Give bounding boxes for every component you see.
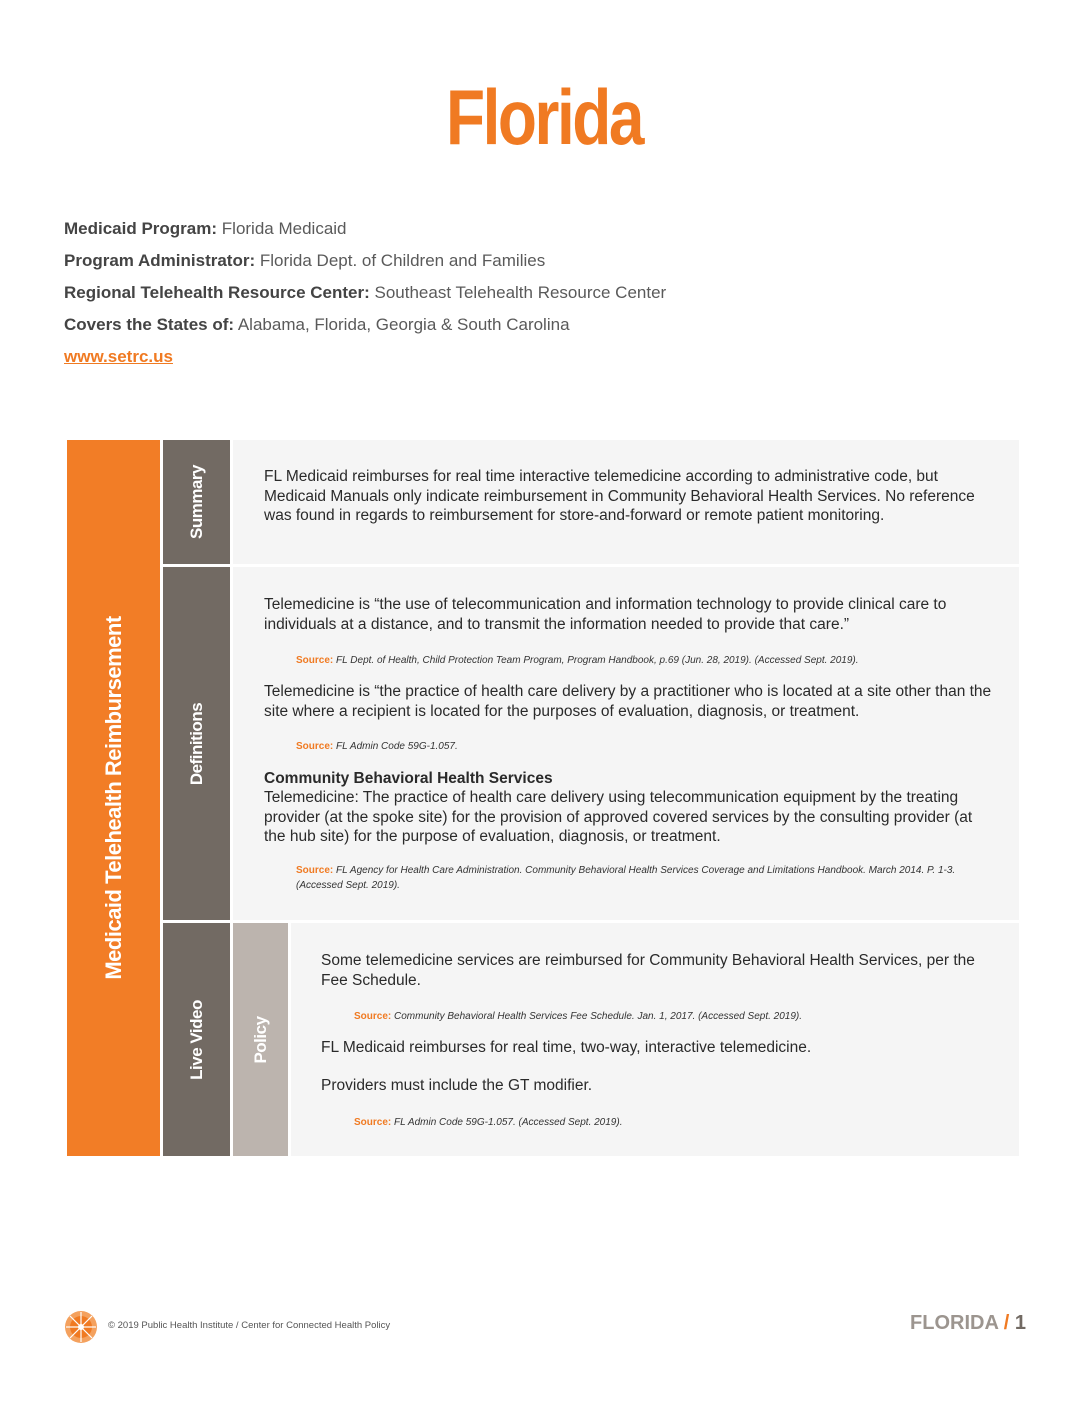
side-label-bar: [67, 440, 160, 1156]
definition-3-heading: Community Behavioral Health Services: [264, 770, 553, 787]
summary-content: [233, 440, 1019, 564]
summary-text: FL Medicaid reimburses for real time interactive telemedicine according to administrative code, but Medicaid Manuals only indicate reimbursement in Community Behavioral Health Services. No reference was found in regards to reimbursement for store-and-forward or remote patient monitoring.: [264, 468, 975, 524]
definition-3-source: [296, 863, 986, 893]
medicaid-program-label: Medicaid Program:: [64, 219, 218, 238]
side-label: Medicaid Telehealth Reimbursement: [100, 616, 126, 980]
rtrc-label: Regional Telehealth Resource Center:: [64, 283, 370, 302]
covers-value: Alabama, Florida, Georgia & South Carolina: [237, 315, 570, 334]
policy-source-1: [354, 1009, 994, 1024]
definition-1-source-text: FL Dept. of Health, Child Protection Team Program, Program Handbook, p.69 (Jun. 28, 2019). (Accessed Sept. 2019).: [336, 655, 859, 666]
policy-paragraph-2: FL Medicaid reimburses for real time, two-way, interactive telemedicine.: [321, 1039, 812, 1056]
administrator-label: Program Administrator:: [64, 251, 256, 270]
administrator-value: Florida Dept. of Children and Families: [259, 251, 546, 270]
covers-row: [64, 313, 666, 345]
rtrc-row: [64, 281, 666, 313]
medicaid-program-row: [64, 217, 666, 249]
setrc-link[interactable]: www.setrc.us: [64, 347, 173, 366]
link-row: [64, 345, 666, 377]
definitions-label: Definitions: [186, 702, 206, 785]
footer-separator: /: [1003, 1312, 1010, 1334]
definition-1-source: [296, 653, 986, 668]
page-number: [910, 1312, 1026, 1335]
policy-source-2-text: FL Admin Code 59G-1.057. (Accessed Sept. 2019).: [394, 1117, 623, 1128]
definition-1: Telemedicine is “the use of telecommunication and information technology to provide clinical care to individuals at a distance, and to transmit the information needed to provide that care.”: [264, 596, 947, 633]
source-label: Source:: [296, 655, 334, 666]
footer-page-number: 1: [1014, 1312, 1026, 1334]
source-label: Source:: [354, 1011, 392, 1022]
covers-label: Covers the States of:: [64, 315, 235, 334]
live-video-label: Live Video: [186, 999, 206, 1080]
definitions-content: [233, 567, 1019, 920]
medicaid-program-value: Florida Medicaid: [221, 219, 347, 238]
source-label: Source:: [296, 865, 334, 876]
policy-paragraph-1: Some telemedicine services are reimbursed for Community Behavioral Health Services, per the Fee Schedule.: [321, 952, 975, 989]
policy-label-cell: [233, 923, 288, 1156]
live-video-label-cell: [163, 923, 230, 1156]
policy-label: Policy: [250, 1015, 270, 1064]
definition-3-source-text: FL Agency for Health Care Administration. Community Behavioral Health Services Coverage and Limitations Handbook. March 2014. P. 1-3. (Accessed Sept. 2019).: [296, 865, 956, 891]
definitions-label-cell: [163, 567, 230, 920]
live-video-content: [291, 923, 1019, 1156]
rtrc-value: Southeast Telehealth Resource Center: [374, 283, 667, 302]
program-info: [64, 217, 666, 377]
page-title: Florida: [445, 73, 642, 161]
footer-state: FLORIDA: [910, 1312, 999, 1334]
definition-2: Telemedicine is “the practice of health care delivery by a practitioner who is located at a site other than the site where a recipient is located for the purposes of evaluation, diagnosis, or treatment.: [264, 683, 992, 720]
definition-2-source: [296, 739, 986, 754]
summary-label: Summary: [186, 465, 206, 539]
definition-2-source-text: FL Admin Code 59G-1.057.: [336, 741, 458, 752]
policy-paragraph-3: Providers must include the GT modifier.: [321, 1077, 593, 1094]
summary-label-cell: [163, 440, 230, 564]
policy-source-2: [354, 1115, 994, 1130]
cchp-logo-icon: [64, 1310, 98, 1344]
definition-3: Telemedicine: The practice of health care delivery using telecommunication equipment by the treating provider (at the spoke site) for the provision of approved covered services by the consulting provider (at the hub site) for the purpose of evaluation, diagnosis, or treatment.: [264, 789, 973, 845]
copyright-text: © 2019 Public Health Institute / Center for Connected Health Policy: [108, 1320, 391, 1331]
source-label: Source:: [354, 1117, 392, 1128]
administrator-row: [64, 249, 666, 281]
policy-source-1-text: Community Behavioral Health Services Fee Schedule. Jan. 1, 2017. (Accessed Sept. 2019).: [394, 1011, 803, 1022]
source-label: Source:: [296, 741, 334, 752]
